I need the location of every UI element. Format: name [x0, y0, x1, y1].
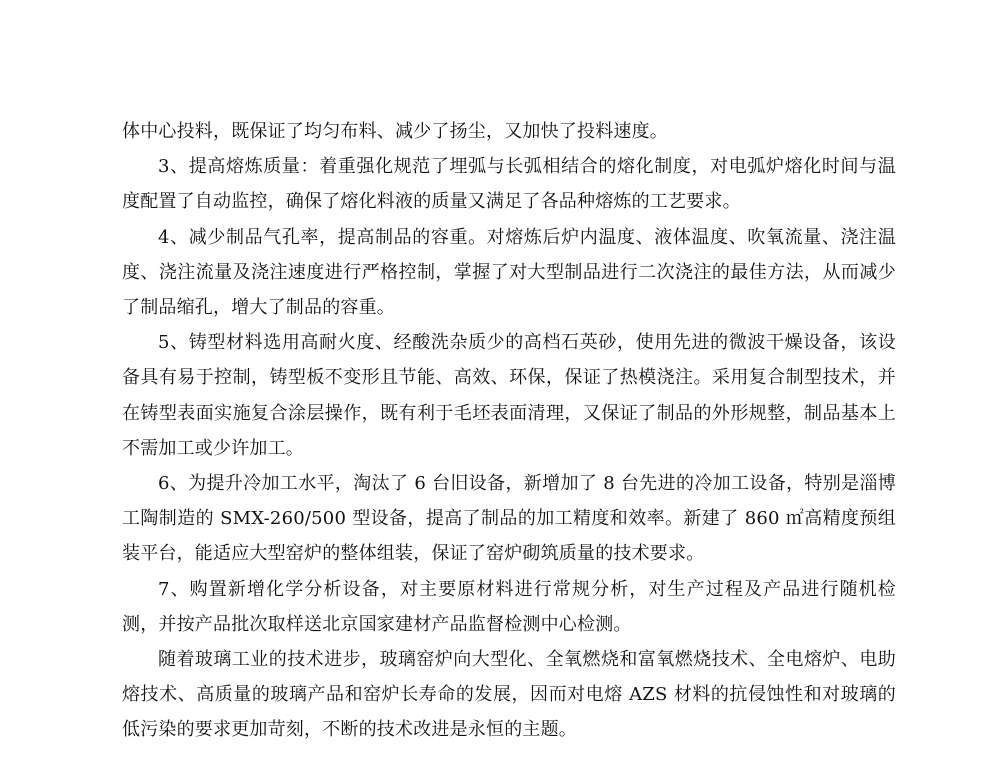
paragraph-item-3: 3、提高熔炼质量：着重强化规范了埋弧与长弧相结合的熔化制度，对电弧炉熔化时间与温度配置了自动监控，确保了熔化料液的质量又满足了各品种熔炼的工艺要求。	[122, 156, 896, 213]
paragraph-item-4: 4、减少制品气孔率，提高制品的容重。对熔炼后炉内温度、液体温度、吹氧流量、浇注温度、浇注流量及浇注速度进行严格控制，掌握了对大型制品进行二次浇注的最佳方法，从而减少了制品缩孔，增大了制品的容重。	[122, 226, 896, 319]
paragraph-continuation: 体中心投料，既保证了均匀布料、减少了扬尘，又加快了投料速度。	[122, 121, 668, 142]
paragraph-conclusion: 随着玻璃工业的技术进步，玻璃窑炉向大型化、全氧燃烧和富氧燃烧技术、全电熔炉、电助熔技术、高质量的玻璃产品和窑炉长寿命的发展，因而对电熔 AZS 材料的抗侵蚀性和对玻璃的低污染的要求更加苛刻，不断的技术改进是永恒的主题。	[122, 649, 896, 741]
paragraph-item-7: 7、购置新增化学分析设备，对主要原材料进行常规分析，对生产过程及产品进行随机检测，并按产品批次取样送北京国家建材产品监督检测中心检测。	[122, 578, 896, 635]
document-body	[122, 114, 896, 748]
paragraph-item-5: 5、铸型材料选用高耐火度、经酸洗杂质少的高档石英砂，使用先进的微波干燥设备，该设备具有易于控制，铸型板不变形且节能、高效、环保，保证了热模浇注。采用复合制型技术，并在铸型表面实施复合涂层操作，既有利于毛坯表面清理，又保证了制品的外形规整，制品基本上不需加工或少许加工。	[122, 332, 896, 459]
paragraph-item-6: 6、为提升冷加工水平，淘汰了 6 台旧设备，新增加了 8 台先进的冷加工设备，特别是淄博工陶制造的 SMX-260/500 型设备，提高了制品的加工精度和效率。新建了 860 ㎡高精度预组装平台，能适应大型窑炉的整体组装，保证了窑炉砌筑质量的技术要求。	[122, 473, 896, 565]
